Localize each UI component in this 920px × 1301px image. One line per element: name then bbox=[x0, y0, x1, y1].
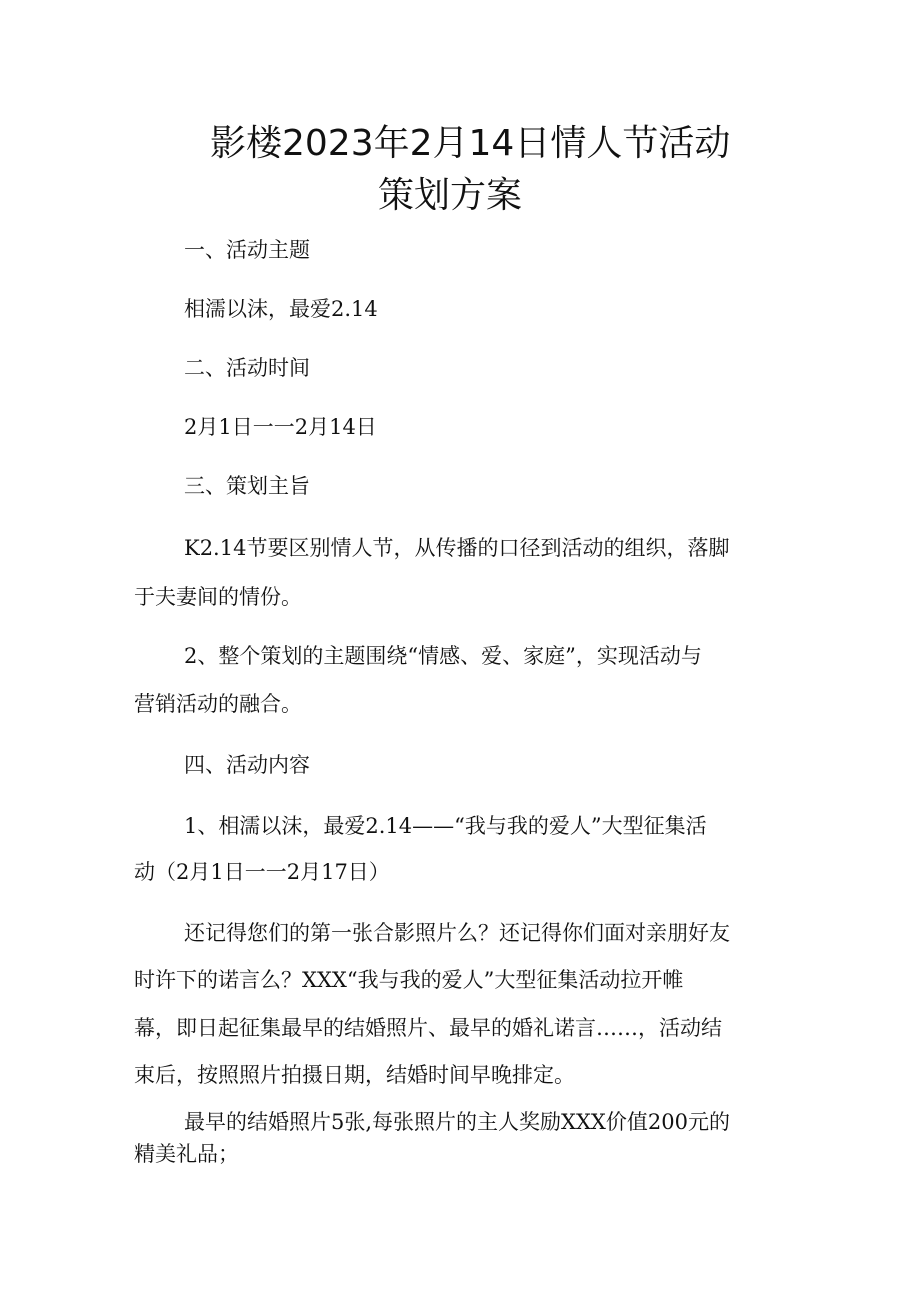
purpose-paragraph-2-line-2: 营销活动的融合。 bbox=[134, 692, 302, 716]
document-title-line2: 策划方案 bbox=[378, 175, 523, 216]
theme-text: 相濡以沫，最爱2.14 bbox=[184, 297, 378, 321]
content-paragraph-line-1: 还记得您们的第一张合影照片么？还记得你们面对亲朋好友 bbox=[184, 921, 730, 945]
content-paragraph-line-3: 幕，即日起征集最早的结婚照片、最早的婚礼诺言……，活动结 bbox=[134, 1016, 722, 1040]
content-item-1-line-2: 动（2月1日一一2月17日） bbox=[134, 860, 390, 884]
prize-line-1: 最早的结婚照片5张,每张照片的主人奖励XXX价值200元的 bbox=[184, 1110, 730, 1134]
content-item-1-line-1: 1、相濡以沫，最爱2.14——“我与我的爱人”大型征集活 bbox=[184, 814, 707, 838]
content-paragraph-line-2: 时许下的诺言么？XXX“我与我的爱人”大型征集活动拉开帷 bbox=[134, 968, 684, 992]
section-heading-theme: 一、活动主题 bbox=[184, 238, 310, 262]
content-paragraph-line-4: 束后，按照照片拍摄日期，结婚时间早晚排定。 bbox=[134, 1063, 575, 1087]
prize-line-2: 精美礼品； bbox=[134, 1142, 239, 1166]
time-text: 2月1日一一2月14日 bbox=[184, 415, 377, 439]
section-heading-content: 四、活动内容 bbox=[184, 753, 310, 777]
purpose-paragraph-1-line-1: K2.14节要区别情人节，从传播的口径到活动的组织，落脚 bbox=[184, 536, 730, 560]
purpose-paragraph-2-line-1: 2、整个策划的主题围绕“情感、爱、家庭”，实现活动与 bbox=[184, 644, 702, 668]
document-title-line1: 影楼2023年2月14日情人节活动 bbox=[210, 123, 731, 164]
section-heading-time: 二、活动时间 bbox=[184, 356, 310, 380]
purpose-paragraph-1-line-2: 于夫妻间的情份。 bbox=[134, 585, 302, 609]
section-heading-purpose: 三、策划主旨 bbox=[184, 474, 310, 498]
